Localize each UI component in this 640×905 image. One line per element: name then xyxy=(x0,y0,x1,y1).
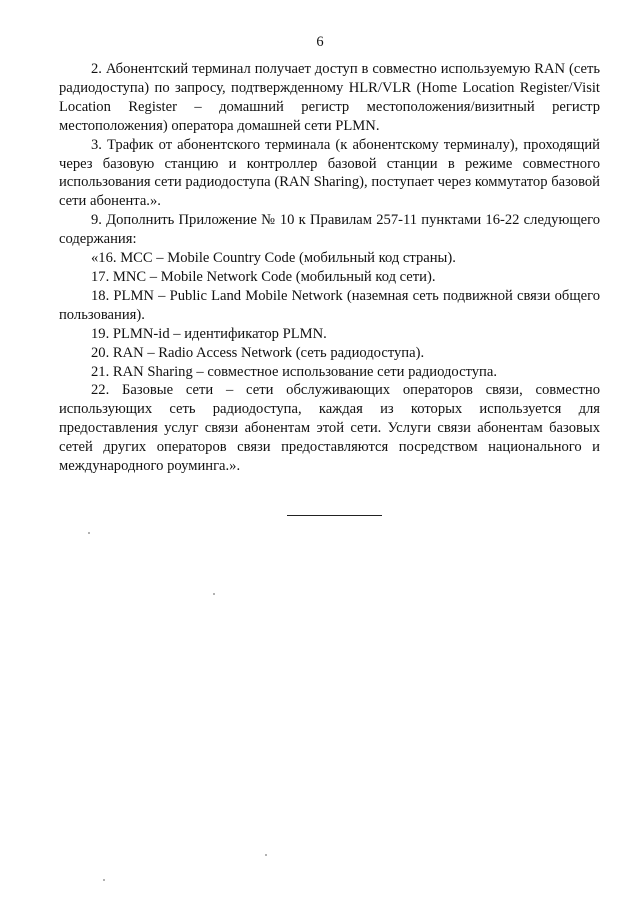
item-19: 19. PLMN-id – идентификатор PLMN. xyxy=(91,325,327,342)
paragraph-3: 3. Трафик от абонентского терминала (к абонентскому терминалу), проходящий через базовую станцию и контроллер базовой станции в режиме совместного использования сети радиодоступа (RAN Sharing), поступает через коммутатор базовой сети абонента.». xyxy=(59,136,600,210)
item-18: 18. PLMN – Public Land Mobile Network (наземная сеть подвижной связи общего пользования). xyxy=(59,287,600,323)
document-body xyxy=(59,60,600,476)
item-17: 17. MNC – Mobile Network Code (мобильный код сети). xyxy=(91,268,436,285)
paragraph-9: 9. Дополнить Приложение № 10 к Правилам 257-11 пунктами 16-22 следующего содержания: xyxy=(59,212,600,248)
scan-speck xyxy=(265,854,267,856)
item-16: «16. MCC – Mobile Country Code (мобильный код страны). xyxy=(91,250,456,267)
scan-speck xyxy=(88,532,90,534)
page-number: 6 xyxy=(316,34,324,50)
item-20: 20. RAN – Radio Access Network (сеть радиодоступа). xyxy=(91,344,425,361)
item-21: 21. RAN Sharing – совместное использование сети радиодоступа. xyxy=(91,363,497,380)
scan-speck xyxy=(213,593,215,595)
item-22: 22. Базовые сети – сети обслуживающих операторов связи, совместно использующих сеть радиодоступа, каждая из которых используется для предоставления услуг связи абонентам этой сети. Услуги связи абонентам базовых сетей других операторов связи предоставляются посредством национального и международного роуминга.». xyxy=(59,382,600,475)
paragraph-2: 2. Абонентский терминал получает доступ в совместно используемую RAN (сеть радиодоступа) по запросу, подтвержденному HLR/VLR (Home Location Register/Visit Location Register – домашний регистр местоположения/визитный регистр местоположения) оператора домашней сети PLMN. xyxy=(59,61,600,134)
scan-speck xyxy=(103,879,105,881)
end-separator-line xyxy=(287,515,382,516)
